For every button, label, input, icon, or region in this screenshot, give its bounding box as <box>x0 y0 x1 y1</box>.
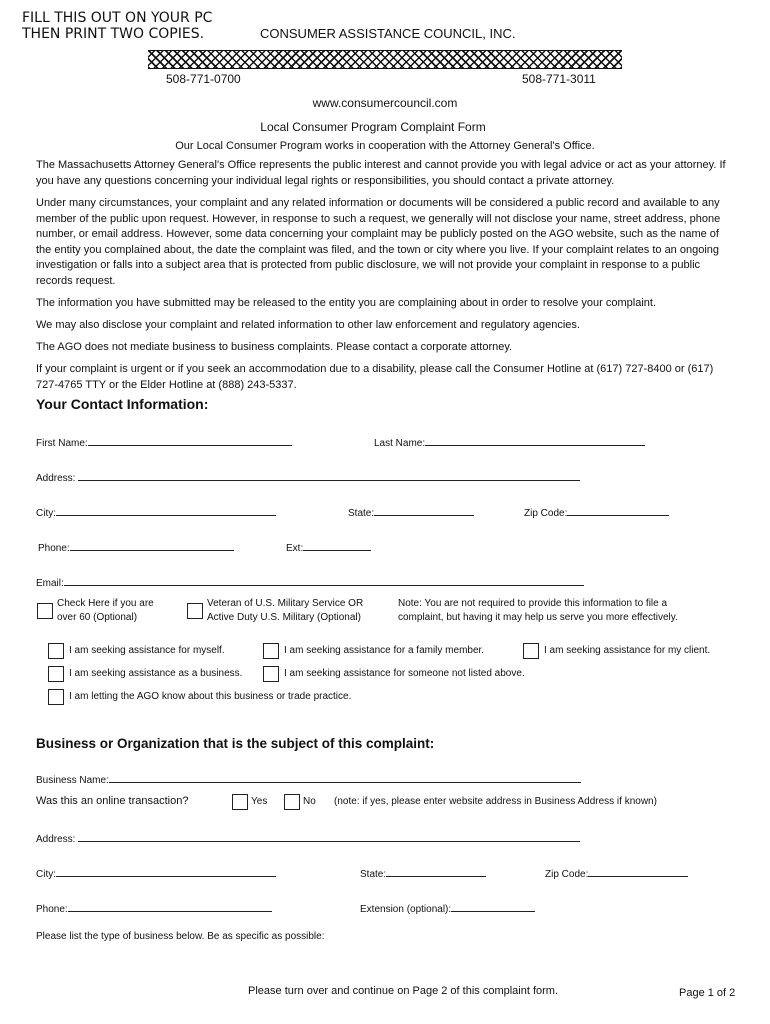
business-address-field[interactable] <box>36 830 580 845</box>
paragraph-public-record: Under many circumstances, your complaint and any related information or documents will be considered a public record and available to any member of the public upon request. However, in response to such a request, we generally will not disclose your name, street address, phone number, or email address. However, some data concerning your complaint may be publicly posted on the AGO website, such as the name of the entity you complained about, the date the complaint was filed, and the town or city where you live. If your complaint relates to an ongoing investigation or falls into a subject area that is protected from public disclosure, we will not provide your complaint in response to a public records request. <box>36 197 721 287</box>
business-address-label: Address: <box>36 834 76 845</box>
email-field[interactable] <box>36 574 584 589</box>
contact-heading: Your Contact Information: <box>36 396 209 412</box>
business-zip-field[interactable] <box>545 865 688 880</box>
over-60-checkbox[interactable] <box>37 603 53 619</box>
business-extension-label: Extension (optional): <box>360 904 452 915</box>
other-label: I am seeking assistance for someone not listed above. <box>284 668 525 679</box>
phone-right: 508-771-3011 <box>522 72 596 86</box>
optional-note-line1: Note: You are not required to provide this information to file a <box>398 598 668 609</box>
veteran-label-line2: Active Duty U.S. Military (Optional) <box>207 612 361 623</box>
header-pattern-bar <box>148 50 622 69</box>
online-no-checkbox[interactable] <box>284 794 300 810</box>
email-label: Email: <box>36 578 64 589</box>
org-name: CONSUMER ASSISTANCE COUNCIL, INC. <box>260 26 516 41</box>
client-label: I am seeking assistance for my client. <box>544 645 711 656</box>
first-name-label: First Name: <box>36 438 88 449</box>
city-label: City: <box>36 508 56 519</box>
ext-field[interactable] <box>286 539 371 554</box>
business-label: I am seeking assistance as a business. <box>69 668 243 679</box>
business-heading: Business or Organization that is the subject of this complaint: <box>36 736 435 751</box>
paragraph-urgent: If your complaint is urgent or if you seek an accommodation due to a disability, please call the Consumer Hotline at (617) 727-8400 or (617) 727-4765 TTY or the Elder Hotline at (888) 243-5337. <box>36 363 714 391</box>
state-field[interactable] <box>348 504 474 519</box>
business-name-label: Business Name: <box>36 775 109 786</box>
business-extension-field[interactable] <box>360 900 535 915</box>
veteran-label <box>207 597 363 625</box>
continue-note: Please turn over and continue on Page 2 of this complaint form. <box>248 985 559 997</box>
over-60-label <box>57 597 154 625</box>
veteran-checkbox[interactable] <box>187 603 203 619</box>
business-name-field[interactable] <box>36 771 581 786</box>
website: www.consumercouncil.com <box>312 96 458 110</box>
letting-label: I am letting the AGO know about this business or trade practice. <box>69 691 352 702</box>
business-phone-field[interactable] <box>36 900 272 915</box>
family-label: I am seeking assistance for a family member. <box>284 645 485 656</box>
client-checkbox[interactable] <box>523 643 539 659</box>
form-title: Local Consumer Program Complaint Form <box>260 120 486 134</box>
myself-label: I am seeking assistance for myself. <box>69 645 225 656</box>
online-no-label: No <box>303 796 316 807</box>
fill-instruction <box>22 10 212 42</box>
business-type-prompt: Please list the type of business below. Be as specific as possible: <box>36 931 325 942</box>
address-label: Address: <box>36 473 76 484</box>
ext-label: Ext: <box>286 543 304 554</box>
zip-label: Zip Code: <box>524 508 568 519</box>
phone-field[interactable] <box>38 539 234 554</box>
optional-note <box>398 597 678 625</box>
optional-note-line2: complaint, but having it may help us serve you more effectively. <box>398 612 678 623</box>
fill-instruction-line2: THEN PRINT TWO COPIES. <box>22 26 205 42</box>
paragraph-disclose: We may also disclose your complaint and related information to other law enforcement and regulatory agencies. <box>36 319 580 331</box>
family-checkbox[interactable] <box>263 643 279 659</box>
paragraph-legal-advice: The Massachusetts Attorney General's Office represents the public interest and cannot provide you with legal advice or act as your attorney. If you have any questions concerning your individual legal rights or responsibilities, you should contact a private attorney. <box>36 159 726 187</box>
city-field[interactable] <box>36 504 276 519</box>
myself-checkbox[interactable] <box>48 643 64 659</box>
business-state-field[interactable] <box>360 865 486 880</box>
phone-left: 508-771-0700 <box>166 72 241 86</box>
paragraph-mediate: The AGO does not mediate business to business complaints. Please contact a corporate attorney. <box>36 341 513 353</box>
fill-instruction-line1: FILL THIS OUT ON YOUR PC <box>22 10 213 26</box>
online-yes-label: Yes <box>251 796 268 807</box>
paragraph-release: The information you have submitted may be released to the entity you are complaining about in order to resolve your complaint. <box>36 297 657 309</box>
page-number: Page 1 of 2 <box>679 987 736 999</box>
letting-checkbox[interactable] <box>48 689 64 705</box>
address-field[interactable] <box>36 469 580 484</box>
zip-field[interactable] <box>524 504 669 519</box>
business-state-label: State: <box>360 869 387 880</box>
online-question: Was this an online transaction? <box>36 795 189 807</box>
veteran-label-line1: Veteran of U.S. Military Service OR <box>207 598 364 609</box>
online-note: (note: if yes, please enter website address in Business Address if known) <box>334 796 657 807</box>
last-name-field[interactable] <box>374 434 645 449</box>
state-label: State: <box>348 508 375 519</box>
other-checkbox[interactable] <box>263 666 279 682</box>
business-city-field[interactable] <box>36 865 276 880</box>
subtitle: Our Local Consumer Program works in cooperation with the Attorney General's Office. <box>175 140 595 152</box>
over-60-label-line1: Check Here if you are <box>57 598 154 609</box>
first-name-field[interactable] <box>36 434 292 449</box>
business-city-label: City: <box>36 869 56 880</box>
last-name-label: Last Name: <box>374 438 426 449</box>
business-checkbox[interactable] <box>48 666 64 682</box>
business-zip-label: Zip Code: <box>545 869 589 880</box>
business-phone-label: Phone: <box>36 904 68 915</box>
over-60-label-line2: over 60 (Optional) <box>57 612 138 623</box>
online-yes-checkbox[interactable] <box>232 794 248 810</box>
phone-label: Phone: <box>38 543 70 554</box>
